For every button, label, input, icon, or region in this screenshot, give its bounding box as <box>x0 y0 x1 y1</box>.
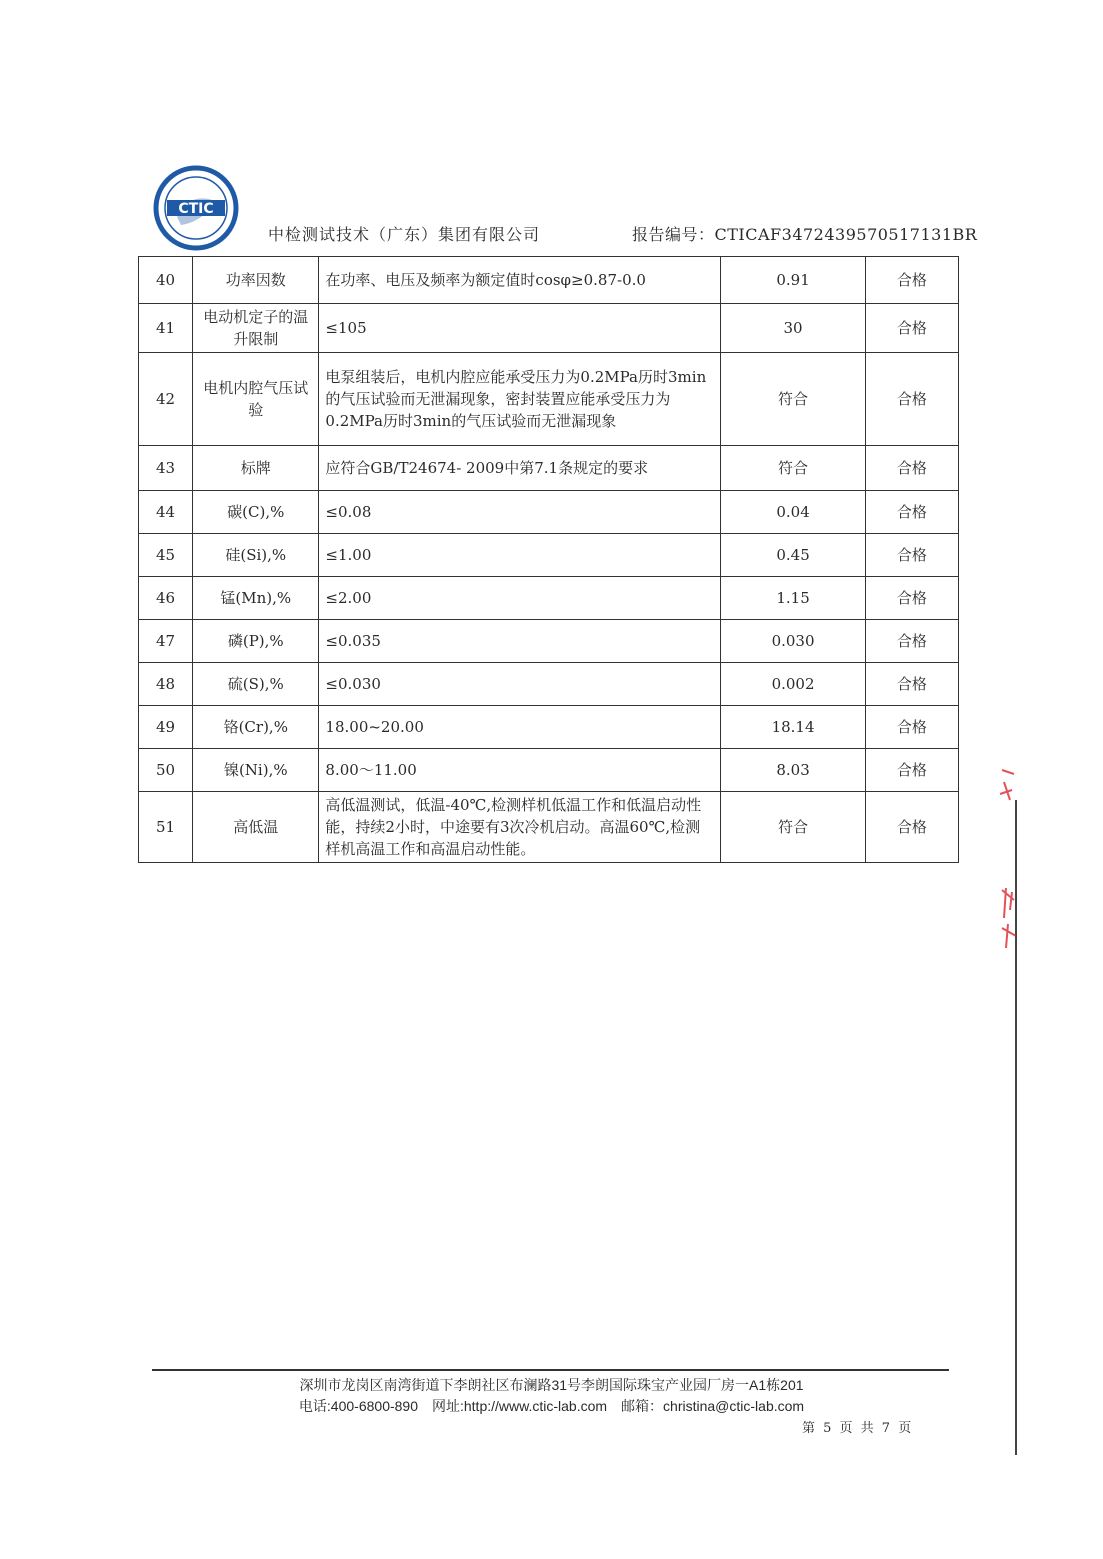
result: 合格 <box>865 534 958 577</box>
result: 合格 <box>865 749 958 792</box>
row-number: 46 <box>139 577 193 620</box>
footer-contact: 电话:400-6800-890 网址:http://www.ctic-lab.com 邮箱：christina@ctic-lab.com <box>298 1398 805 1414</box>
table-row <box>139 534 959 577</box>
table-row <box>139 353 959 446</box>
requirement: 电泵组装后，电机内腔应能承受压力为0.2MPa历时3min的气压试验而无泄漏现象，密封装置应能承受压力为0.2MPa历时3min的气压试验而无泄漏现象 <box>319 353 721 446</box>
table-row <box>139 749 959 792</box>
test-item: 镍(Ni),% <box>193 749 319 792</box>
test-item: 电机内腔气压试验 <box>193 353 319 446</box>
requirement: 应符合GB/T24674- 2009中第7.1条规定的要求 <box>319 446 721 491</box>
requirement: 18.00~20.00 <box>319 706 721 749</box>
requirement: ≤0.08 <box>319 491 721 534</box>
row-number: 49 <box>139 706 193 749</box>
test-item: 磷(P),% <box>193 620 319 663</box>
table-row <box>139 792 959 863</box>
table-row <box>139 663 959 706</box>
row-number: 47 <box>139 620 193 663</box>
logo-text: CTIC <box>178 201 214 217</box>
measured-value: 0.04 <box>721 491 865 534</box>
ctic-logo <box>153 165 239 251</box>
result: 合格 <box>865 663 958 706</box>
result: 合格 <box>865 577 958 620</box>
row-number: 42 <box>139 353 193 446</box>
footer-divider <box>152 1369 949 1371</box>
requirement: 在功率、电压及频率为额定值时cosφ≥0.87-0.0 <box>319 257 721 304</box>
result: 合格 <box>865 491 958 534</box>
report-number: 报告编号：CTICAF3472439570517131BR <box>632 225 978 244</box>
requirement: 8.00～11.00 <box>319 749 721 792</box>
table-row <box>139 446 959 491</box>
requirement: ≤0.035 <box>319 620 721 663</box>
test-item: 功率因数 <box>193 257 319 304</box>
result: 合格 <box>865 257 958 304</box>
row-number: 44 <box>139 491 193 534</box>
result: 合格 <box>865 706 958 749</box>
row-number: 48 <box>139 663 193 706</box>
test-item: 铬(Cr),% <box>193 706 319 749</box>
table-row <box>139 491 959 534</box>
measured-value: 1.15 <box>721 577 865 620</box>
measured-value: 符合 <box>721 446 865 491</box>
result: 合格 <box>865 792 958 863</box>
result: 合格 <box>865 620 958 663</box>
result: 合格 <box>865 446 958 491</box>
requirement: ≤105 <box>319 304 721 353</box>
row-number: 40 <box>139 257 193 304</box>
test-item: 硅(Si),% <box>193 534 319 577</box>
test-item: 电动机定子的温升限制 <box>193 304 319 353</box>
test-item: 高低温 <box>193 792 319 863</box>
table-row <box>139 577 959 620</box>
table-row <box>139 257 959 304</box>
page-number: 第 5 页 共 7 页 <box>802 1421 914 1436</box>
table-row <box>139 620 959 663</box>
test-item: 碳(C),% <box>193 491 319 534</box>
measured-value: 0.002 <box>721 663 865 706</box>
row-number: 51 <box>139 792 193 863</box>
row-number: 41 <box>139 304 193 353</box>
requirement: 高低温测试，低温-40℃,检测样机低温工作和低温启动性能，持续2小时，中途要有3次冷机启动。高温60℃,检测样机高温工作和高温启动性能。 <box>319 792 721 863</box>
test-item: 锰(Mn),% <box>193 577 319 620</box>
requirement: ≤1.00 <box>319 534 721 577</box>
measured-value: 0.45 <box>721 534 865 577</box>
company-name: 中检测试技术（广东）集团有限公司 <box>268 225 541 244</box>
table-row <box>139 304 959 353</box>
measured-value: 0.030 <box>721 620 865 663</box>
row-number: 45 <box>139 534 193 577</box>
requirement: ≤2.00 <box>319 577 721 620</box>
measured-value: 符合 <box>721 792 865 863</box>
measured-value: 符合 <box>721 353 865 446</box>
table-body <box>139 257 959 863</box>
seal-stamp-fragment <box>996 760 1020 960</box>
row-number: 43 <box>139 446 193 491</box>
row-number: 50 <box>139 749 193 792</box>
measured-value: 18.14 <box>721 706 865 749</box>
measured-value: 30 <box>721 304 865 353</box>
table-row <box>139 706 959 749</box>
measured-value: 0.91 <box>721 257 865 304</box>
footer-address: 深圳市龙岗区南湾街道下李朗社区布澜路31号李朗国际珠宝产业园厂房一A1栋201 <box>299 1377 804 1393</box>
test-results-table <box>138 256 959 863</box>
measured-value: 8.03 <box>721 749 865 792</box>
result: 合格 <box>865 353 958 446</box>
requirement: ≤0.030 <box>319 663 721 706</box>
test-item: 标牌 <box>193 446 319 491</box>
test-item: 硫(S),% <box>193 663 319 706</box>
result: 合格 <box>865 304 958 353</box>
